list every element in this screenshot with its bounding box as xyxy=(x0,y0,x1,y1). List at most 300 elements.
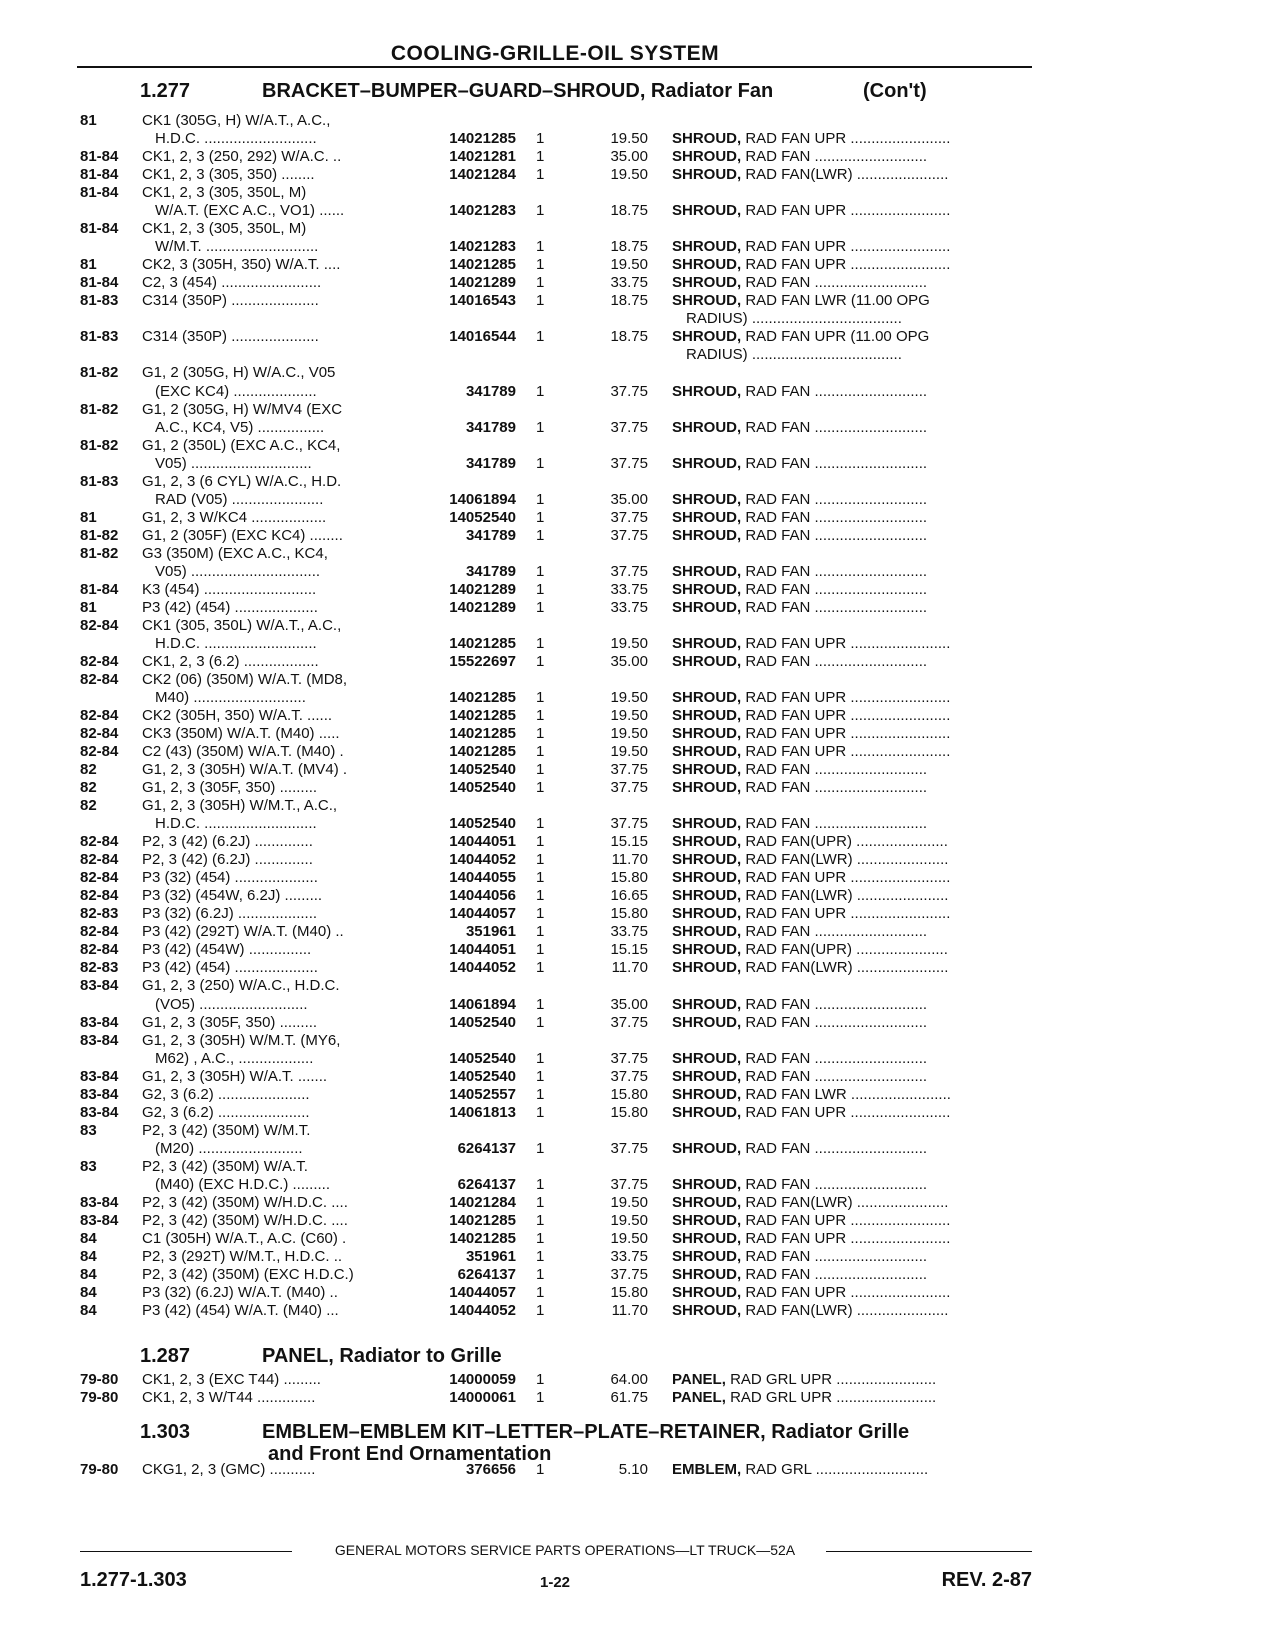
part-modifier: RAD FAN(LWR) ...................... xyxy=(741,1302,949,1319)
price: 19.50 xyxy=(610,743,648,761)
part-description xyxy=(672,1175,1032,1194)
part-description xyxy=(672,562,1032,581)
parts-row xyxy=(0,436,1280,455)
model-application: C2, 3 (454) ........................ xyxy=(142,274,322,292)
price: 37.75 xyxy=(610,1013,648,1031)
part-description xyxy=(672,814,1032,833)
price: 37.75 xyxy=(610,382,648,400)
parts-row xyxy=(0,1211,1280,1230)
part-modifier: RAD FAN ........................... xyxy=(741,815,928,833)
part-description xyxy=(686,345,1032,364)
model-application: P2, 3 (42) (350M) W/H.D.C. .... xyxy=(142,1211,348,1229)
year-range: 81-83 xyxy=(80,328,119,346)
price: 37.75 xyxy=(610,526,648,544)
price: 18.75 xyxy=(610,202,648,220)
price: 19.50 xyxy=(610,1211,648,1229)
year-range: 81-82 xyxy=(80,400,119,418)
part-modifier: RADIUS) .................................... xyxy=(686,310,902,328)
price: 16.65 xyxy=(610,887,648,905)
model-application: P3 (32) (454) .................... xyxy=(142,869,318,887)
price: 19.50 xyxy=(610,725,648,742)
year-range: 82-84 xyxy=(80,887,119,905)
part-modifier: RAD FAN(UPR) ...................... xyxy=(741,833,948,851)
section-title: PANEL, Radiator to Grille xyxy=(262,1345,502,1367)
model-application: G1, 2, 3 (305F, 350) ......... xyxy=(142,1013,318,1031)
part-noun: SHROUD, xyxy=(672,905,742,923)
model-application: M40) ........................... xyxy=(155,689,306,706)
parts-row xyxy=(0,958,1280,977)
part-noun: PANEL, xyxy=(672,1371,726,1388)
price: 11.70 xyxy=(611,1302,648,1319)
part-description xyxy=(672,1013,1032,1032)
quantity: 1 xyxy=(536,166,545,184)
year-range: 82 xyxy=(80,761,97,779)
part-number: 341789 xyxy=(465,526,516,544)
model-application: P2, 3 (42) (6.2J) .............. xyxy=(142,851,313,869)
part-description xyxy=(672,1103,1032,1122)
year-range: 81-84 xyxy=(80,166,119,184)
parts-row xyxy=(0,1247,1280,1266)
section-number: 1.277 xyxy=(140,80,191,102)
model-application: P3 (32) (454W, 6.2J) ......... xyxy=(142,887,323,905)
parts-row xyxy=(0,129,1280,148)
quantity: 1 xyxy=(536,851,545,869)
part-number: 14021289 xyxy=(449,598,516,616)
part-noun: SHROUD, xyxy=(672,1085,742,1103)
part-modifier: RADIUS) .................................... xyxy=(686,346,902,364)
year-range: 83-84 xyxy=(80,1211,119,1229)
part-noun: SHROUD, xyxy=(672,851,742,869)
part-number: 6264137 xyxy=(457,1139,516,1157)
parts-row xyxy=(0,796,1280,815)
part-description xyxy=(672,165,1032,184)
part-number: 6264137 xyxy=(457,1175,516,1193)
parts-row xyxy=(0,490,1280,509)
part-number: 14021284 xyxy=(449,1193,516,1211)
parts-row xyxy=(0,1103,1280,1122)
model-application: (M40) (EXC H.D.C.) ......... xyxy=(155,1175,331,1193)
part-modifier: RAD FAN LWR (11.00 OPG xyxy=(741,292,930,310)
quantity: 1 xyxy=(536,995,545,1013)
part-modifier: RAD FAN(LWR) ...................... xyxy=(741,851,949,869)
quantity: 1 xyxy=(536,1103,545,1121)
parts-row xyxy=(0,273,1280,292)
part-number: 14061894 xyxy=(449,995,516,1013)
part-number: 14044052 xyxy=(449,959,516,977)
part-noun: SHROUD, xyxy=(672,328,742,346)
quantity: 1 xyxy=(536,1461,545,1478)
quantity: 1 xyxy=(536,652,545,670)
model-application: CK2 (305H, 350) W/A.T. ...... xyxy=(142,707,333,724)
part-noun: SHROUD, xyxy=(672,1247,742,1265)
part-description xyxy=(672,940,1032,959)
parts-row xyxy=(0,580,1280,599)
part-number: 14021283 xyxy=(449,238,516,256)
part-modifier: RAD FAN UPR ........................ xyxy=(741,1211,951,1229)
model-application: RAD (V05) ...................... xyxy=(155,490,324,508)
year-range: 83 xyxy=(80,1121,97,1139)
part-noun: SHROUD, xyxy=(672,743,742,761)
quantity: 1 xyxy=(536,1371,545,1388)
quantity: 1 xyxy=(536,562,545,580)
model-application: V05) ............................. xyxy=(155,454,312,472)
model-application: CK1 (305G, H) W/A.T., A.C., xyxy=(142,112,331,129)
model-application: CK1, 2, 3 (EXC T44) ......... xyxy=(142,1371,321,1388)
price: 18.75 xyxy=(610,328,648,346)
parts-row xyxy=(0,327,1280,346)
parts-row xyxy=(0,1193,1280,1212)
price: 37.75 xyxy=(610,1049,648,1067)
quantity: 1 xyxy=(536,1085,545,1103)
footer-section-range: 1.277-1.303 xyxy=(80,1569,187,1591)
part-modifier: RAD FAN ........................... xyxy=(741,1013,928,1031)
part-description xyxy=(672,832,1032,851)
quantity: 1 xyxy=(536,707,545,724)
part-description xyxy=(672,1247,1032,1266)
quantity: 1 xyxy=(536,959,545,977)
part-modifier: RAD FAN UPR ........................ xyxy=(741,634,951,652)
quantity: 1 xyxy=(536,689,545,706)
year-range: 82-84 xyxy=(80,743,119,761)
price: 37.75 xyxy=(610,454,648,472)
quantity: 1 xyxy=(536,1265,545,1283)
part-description xyxy=(672,327,1032,346)
year-range: 82 xyxy=(80,779,97,797)
year-range: 83-84 xyxy=(80,1031,119,1049)
part-description xyxy=(672,255,1032,274)
price: 37.75 xyxy=(610,761,648,779)
year-range: 82-83 xyxy=(80,905,119,923)
quantity: 1 xyxy=(536,1175,545,1193)
model-application: K3 (454) ........................... xyxy=(142,580,317,598)
quantity: 1 xyxy=(536,454,545,472)
part-noun: SHROUD, xyxy=(672,1139,742,1157)
model-application: H.D.C. ........................... xyxy=(155,815,317,833)
part-modifier: RAD FAN(LWR) ...................... xyxy=(741,959,949,977)
year-range: 82-84 xyxy=(80,941,119,959)
part-noun: SHROUD, xyxy=(672,1103,742,1121)
part-description xyxy=(672,922,1032,941)
part-description xyxy=(672,1460,1032,1479)
parts-row xyxy=(0,688,1280,707)
year-range: 84 xyxy=(80,1284,97,1301)
part-noun: SHROUD, xyxy=(672,707,742,724)
part-noun: SHROUD, xyxy=(672,382,742,400)
part-noun: SHROUD, xyxy=(672,761,742,779)
model-application: G1, 2, 3 (305H) W/M.T., A.C., xyxy=(142,797,338,815)
part-modifier: RAD FAN ........................... xyxy=(741,1139,928,1157)
section-title: EMBLEM–EMBLEM KIT–LETTER–PLATE–RETAINER, Radiator Grille xyxy=(262,1421,910,1443)
part-number: 14021285 xyxy=(449,743,516,761)
model-application: P3 (42) (454W) ............... xyxy=(142,941,312,959)
parts-row xyxy=(0,1229,1280,1248)
parts-row xyxy=(0,634,1280,653)
part-noun: SHROUD, xyxy=(672,130,742,147)
part-number: 14021285 xyxy=(449,256,516,274)
parts-row xyxy=(0,291,1280,310)
quantity: 1 xyxy=(536,815,545,833)
parts-row xyxy=(0,616,1280,635)
part-modifier: RAD FAN UPR ........................ xyxy=(741,1103,951,1121)
part-description xyxy=(672,1139,1032,1158)
price: 19.50 xyxy=(610,689,648,706)
model-application: G1, 2 (305F) (EXC KC4) ........ xyxy=(142,526,343,544)
part-noun: SHROUD, xyxy=(672,256,742,274)
parts-row xyxy=(0,1121,1280,1140)
part-modifier: RAD FAN ........................... xyxy=(741,526,928,544)
price: 61.75 xyxy=(610,1389,648,1406)
part-modifier: RAD FAN UPR ........................ xyxy=(741,707,951,724)
model-application: P3 (42) (454) W/A.T. (M40) ... xyxy=(142,1302,339,1319)
model-application: M62) , A.C., .................. xyxy=(155,1049,314,1067)
price: 33.75 xyxy=(610,923,648,941)
part-description xyxy=(672,526,1032,545)
parts-row xyxy=(0,598,1280,617)
footer-revision: REV. 2-87 xyxy=(941,1569,1032,1591)
part-number: 14000061 xyxy=(449,1389,516,1406)
quantity: 1 xyxy=(536,526,545,544)
quantity: 1 xyxy=(536,580,545,598)
quantity: 1 xyxy=(536,634,545,652)
part-modifier: RAD FAN UPR ........................ xyxy=(741,130,951,147)
part-description xyxy=(672,1388,1032,1407)
model-application: P3 (32) (6.2J) W/A.T. (M40) .. xyxy=(142,1284,338,1301)
part-modifier: RAD FAN UPR ........................ xyxy=(741,869,951,887)
quantity: 1 xyxy=(536,1193,545,1211)
part-number: 14021284 xyxy=(449,166,516,184)
part-number: 14052557 xyxy=(449,1085,516,1103)
part-number: 376656 xyxy=(465,1461,516,1478)
model-application: (EXC KC4) .................... xyxy=(155,382,317,400)
part-number: 14052540 xyxy=(449,508,516,526)
parts-row xyxy=(0,526,1280,545)
part-number: 14016543 xyxy=(449,292,516,310)
parts-row xyxy=(0,400,1280,419)
model-application: W/M.T. ........................... xyxy=(155,238,319,256)
year-range: 79-80 xyxy=(80,1371,119,1388)
parts-row xyxy=(0,1031,1280,1050)
part-noun: SHROUD, xyxy=(672,689,742,706)
model-application: CK1, 2, 3 (250, 292) W/A.C. .. xyxy=(142,148,342,166)
year-range: 81-82 xyxy=(80,544,119,562)
part-description xyxy=(672,508,1032,527)
part-modifier: RAD FAN UPR ........................ xyxy=(741,1229,951,1247)
year-range: 82-83 xyxy=(80,959,119,977)
part-modifier: RAD FAN ........................... xyxy=(741,562,928,580)
quantity: 1 xyxy=(536,725,545,742)
parts-row xyxy=(0,454,1280,473)
model-application: C314 (350P) ..................... xyxy=(142,328,319,346)
parts-row xyxy=(0,670,1280,689)
price: 64.00 xyxy=(610,1371,648,1388)
model-application: G1, 2 (305G, H) W/MV4 (EXC xyxy=(142,400,343,418)
parts-row xyxy=(0,183,1280,202)
section-subtitle: and Front End Ornamentation xyxy=(268,1443,552,1465)
parts-row xyxy=(0,1301,1280,1320)
part-modifier: RAD FAN UPR ........................ xyxy=(741,905,951,923)
quantity: 1 xyxy=(536,1211,545,1229)
part-description xyxy=(672,886,1032,905)
quantity: 1 xyxy=(536,869,545,887)
quantity: 1 xyxy=(536,761,545,779)
parts-row xyxy=(0,508,1280,527)
part-description xyxy=(672,580,1032,599)
year-range: 81-84 xyxy=(80,220,119,238)
quantity: 1 xyxy=(536,1013,545,1031)
quantity: 1 xyxy=(536,202,545,220)
part-number: 14044057 xyxy=(449,1284,516,1301)
part-modifier: RAD FAN ........................... xyxy=(741,923,928,941)
part-description xyxy=(672,742,1032,761)
footer-publisher: GENERAL MOTORS SERVICE PARTS OPERATIONS—LT TRUCK—52A xyxy=(334,1542,796,1558)
price: 35.00 xyxy=(610,652,648,670)
part-modifier: RAD FAN(LWR) ...................... xyxy=(741,166,949,184)
year-range: 79-80 xyxy=(80,1389,119,1406)
model-application: CK1 (305, 350L) W/A.T., A.C., xyxy=(142,616,342,634)
part-modifier: RAD FAN(LWR) ...................... xyxy=(741,1193,949,1211)
part-modifier: RAD GRL UPR ........................ xyxy=(725,1371,937,1388)
year-range: 81-82 xyxy=(80,526,119,544)
year-range: 82 xyxy=(80,797,97,815)
model-application: P3 (42) (292T) W/A.T. (M40) .. xyxy=(142,923,344,941)
quantity: 1 xyxy=(536,292,545,310)
parts-row xyxy=(0,472,1280,491)
price: 37.75 xyxy=(610,1139,648,1157)
year-range: 82-84 xyxy=(80,923,119,941)
footer-rule-right xyxy=(826,1551,1032,1552)
model-application: A.C., KC4, V5) ................ xyxy=(155,418,325,436)
year-range: 81-82 xyxy=(80,364,119,382)
part-modifier: RAD FAN ........................... xyxy=(741,1175,928,1193)
part-description xyxy=(672,652,1032,671)
part-description xyxy=(672,868,1032,887)
part-description xyxy=(672,273,1032,292)
part-description xyxy=(672,1265,1032,1284)
parts-row xyxy=(0,165,1280,184)
part-description xyxy=(672,778,1032,797)
quantity: 1 xyxy=(536,779,545,797)
part-number: 15522697 xyxy=(449,652,516,670)
year-range: 81-83 xyxy=(80,292,119,310)
year-range: 83-84 xyxy=(80,1085,119,1103)
quantity: 1 xyxy=(536,941,545,959)
parts-row xyxy=(0,237,1280,256)
model-application: G1, 2 (350L) (EXC A.C., KC4, xyxy=(142,436,341,454)
parts-row xyxy=(0,562,1280,581)
parts-row xyxy=(0,724,1280,743)
quantity: 1 xyxy=(536,1049,545,1067)
model-application: CK1, 2, 3 (6.2) .................. xyxy=(142,652,319,670)
part-modifier: RAD FAN ........................... xyxy=(741,779,928,797)
part-description xyxy=(672,1211,1032,1230)
parts-row xyxy=(0,886,1280,905)
year-range: 84 xyxy=(80,1265,97,1283)
part-modifier: RAD FAN ........................... xyxy=(741,454,928,472)
price: 37.75 xyxy=(610,1067,648,1085)
part-number: 14021289 xyxy=(449,274,516,292)
parts-row xyxy=(0,760,1280,779)
model-application: CKG1, 2, 3 (GMC) ........... xyxy=(142,1461,316,1478)
model-application: C1 (305H) W/A.T., A.C. (C60) . xyxy=(142,1229,347,1247)
part-noun: SHROUD, xyxy=(672,1013,742,1031)
year-range: 83-84 xyxy=(80,1103,119,1121)
part-description xyxy=(672,382,1032,401)
part-number: 14021285 xyxy=(449,707,516,724)
parts-row xyxy=(0,940,1280,959)
quantity: 1 xyxy=(536,1284,545,1301)
part-noun: SHROUD, xyxy=(672,1265,742,1283)
part-number: 14021285 xyxy=(449,725,516,742)
part-number: 14052540 xyxy=(449,761,516,779)
year-range: 84 xyxy=(80,1247,97,1265)
price: 19.50 xyxy=(610,1193,648,1211)
model-application: P3 (32) (6.2J) ................... xyxy=(142,905,318,923)
price: 35.00 xyxy=(610,995,648,1013)
quantity: 1 xyxy=(536,328,545,346)
year-range: 84 xyxy=(80,1229,97,1247)
part-modifier: RAD FAN ........................... xyxy=(741,1247,928,1265)
part-noun: SHROUD, xyxy=(672,887,742,905)
part-description xyxy=(672,634,1032,653)
parts-row xyxy=(0,1157,1280,1176)
model-application: CK1, 2, 3 (305, 350L, M) xyxy=(142,184,307,202)
year-range: 81-82 xyxy=(80,436,119,454)
quantity: 1 xyxy=(536,833,545,851)
parts-row xyxy=(0,976,1280,995)
parts-row xyxy=(0,1085,1280,1104)
part-noun: SHROUD, xyxy=(672,1175,742,1193)
part-description xyxy=(672,904,1032,923)
part-number: 351961 xyxy=(465,1247,516,1265)
part-modifier: RAD FAN ........................... xyxy=(741,508,928,526)
model-application: P2, 3 (42) (350M) W/H.D.C. .... xyxy=(142,1193,348,1211)
price: 19.50 xyxy=(610,1229,648,1247)
part-description xyxy=(672,760,1032,779)
parts-row xyxy=(0,255,1280,274)
model-application: G1, 2, 3 W/KC4 .................. xyxy=(142,508,327,526)
section-continued: (Con't) xyxy=(863,80,927,102)
quantity: 1 xyxy=(536,382,545,400)
part-description xyxy=(672,850,1032,869)
parts-row xyxy=(0,814,1280,833)
part-noun: SHROUD, xyxy=(672,238,742,256)
price: 15.80 xyxy=(610,905,648,923)
model-application: H.D.C. ........................... xyxy=(155,634,317,652)
year-range: 81 xyxy=(80,598,97,616)
part-modifier: RAD FAN ........................... xyxy=(741,274,928,292)
quantity: 1 xyxy=(536,1139,545,1157)
part-noun: SHROUD, xyxy=(672,292,742,310)
parts-row xyxy=(0,868,1280,887)
price: 37.75 xyxy=(610,815,648,833)
model-application: G3 (350M) (EXC A.C., KC4, xyxy=(142,544,328,562)
parts-row xyxy=(0,147,1280,166)
part-description xyxy=(672,1301,1032,1320)
part-modifier: RAD GRL ........................... xyxy=(741,1461,929,1478)
year-range: 82-84 xyxy=(80,851,119,869)
part-description xyxy=(672,490,1032,509)
year-range: 82-84 xyxy=(80,670,119,688)
part-modifier: RAD FAN UPR ........................ xyxy=(741,1284,951,1301)
part-description xyxy=(672,291,1032,310)
part-description xyxy=(672,1229,1032,1248)
quantity: 1 xyxy=(536,1302,545,1319)
year-range: 81-84 xyxy=(80,580,119,598)
price: 37.75 xyxy=(610,1265,648,1283)
parts-row xyxy=(0,201,1280,220)
year-range: 81 xyxy=(80,112,97,129)
quantity: 1 xyxy=(536,274,545,292)
